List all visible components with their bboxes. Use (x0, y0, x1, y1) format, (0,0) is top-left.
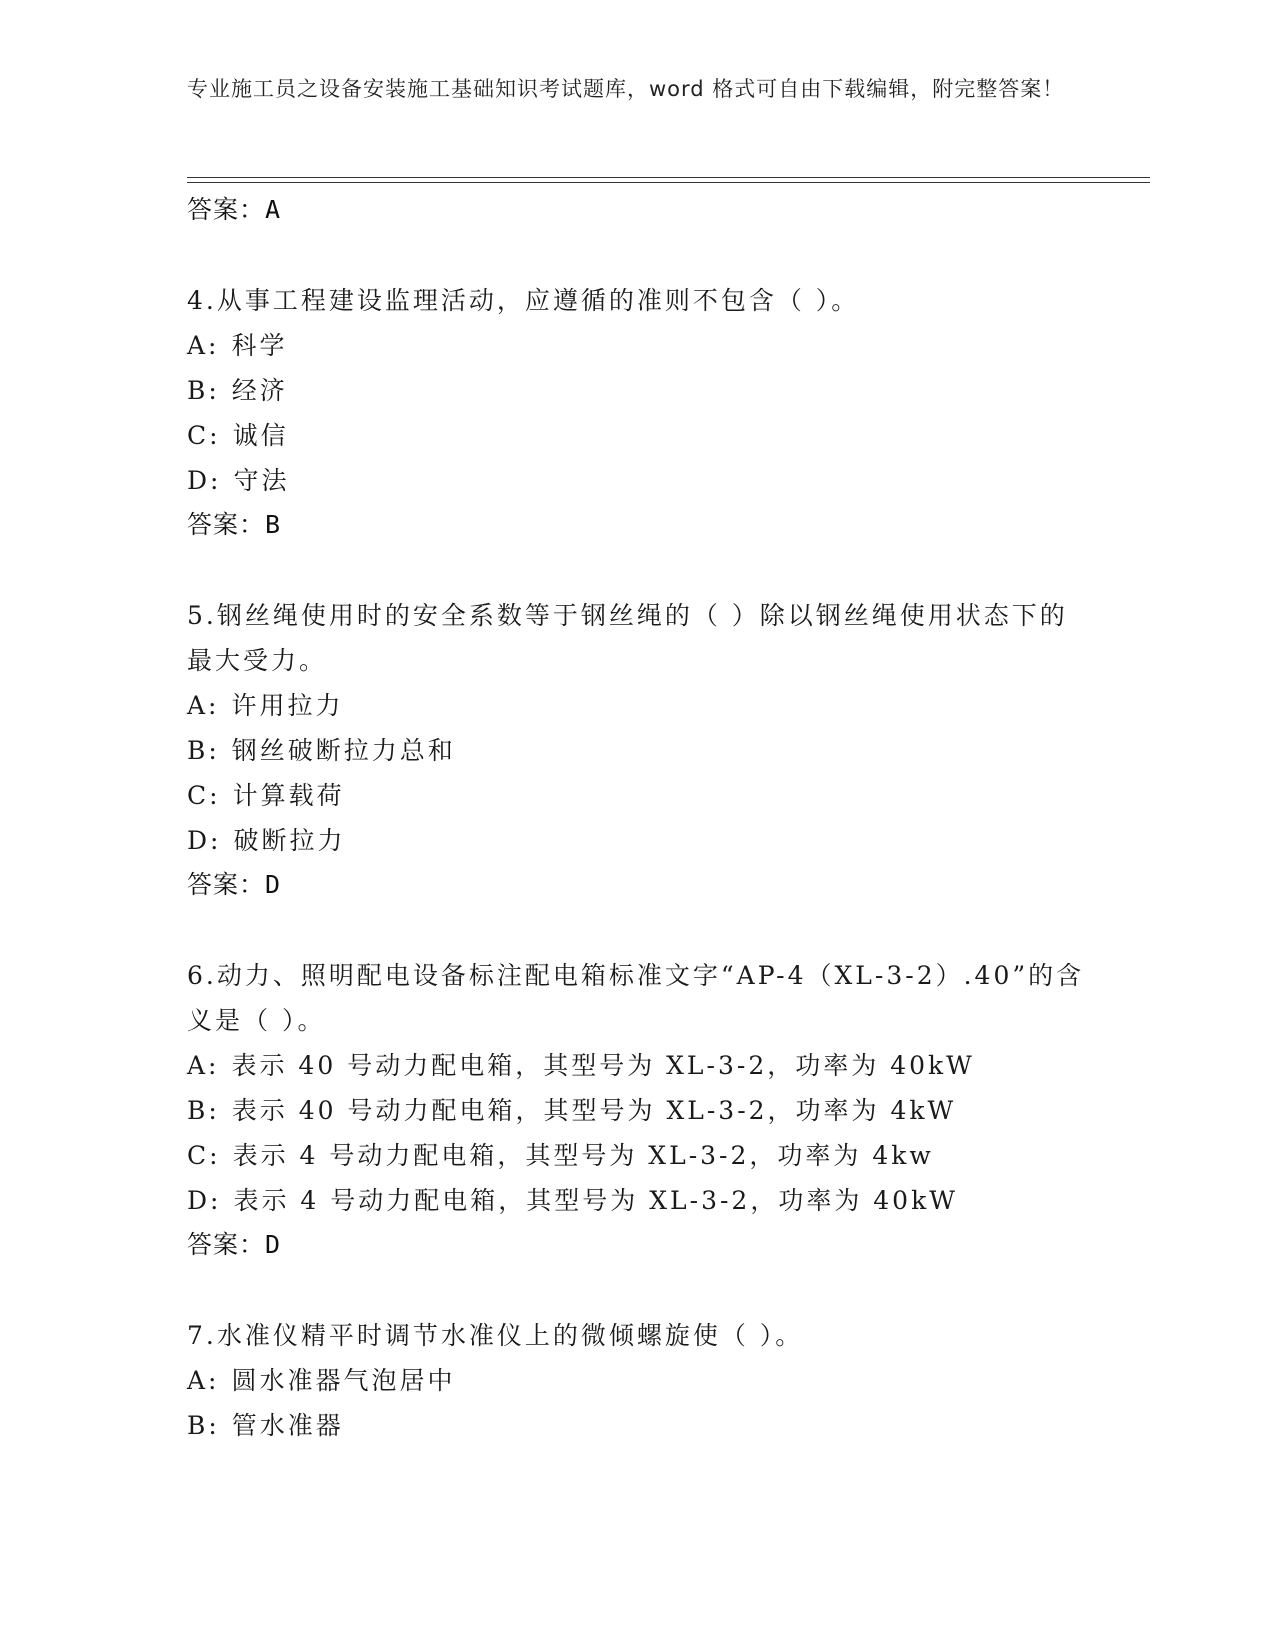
option-a (187, 1358, 1087, 1403)
option-text: 科学 (231, 331, 288, 360)
question-stem: 6.动力、照明配电设备标注配电箱标准文字“AP-4（XL-3-2）.40”的含义是（ ）。 (187, 961, 1085, 1035)
option-text: 管水准器 (231, 1411, 344, 1440)
option-key: A: (187, 331, 220, 360)
page-header: 专业施工员之设备安装施工基础知识考试题库，word 格式可自由下载编辑，附完整答案！ (187, 77, 1065, 101)
answer-label: 答案： (187, 1230, 266, 1259)
answer-line (187, 1223, 1087, 1267)
option-b (187, 1403, 1087, 1448)
answer-line (187, 188, 1087, 232)
question-5 (187, 593, 1087, 907)
question-stem: 4.从事工程建设监理活动，应遵循的准则不包含（ ）。 (187, 286, 860, 315)
question-7 (187, 1313, 1087, 1448)
option-text: 计算载荷 (232, 781, 345, 810)
option-key: A: (187, 691, 220, 720)
option-key: C: (187, 781, 221, 810)
answer-value: D (265, 870, 282, 899)
option-a (187, 683, 1087, 728)
header-rule-bottom (187, 182, 1150, 183)
document-body (187, 188, 1087, 1448)
option-c (187, 1133, 1087, 1178)
option-text: 破断拉力 (233, 826, 346, 855)
option-key: C: (187, 1141, 221, 1170)
option-text: 表示 40 号动力配电箱，其型号为 XL-3-2，功率为 40kW (231, 1051, 975, 1080)
question-stem: 7.水准仪精平时调节水准仪上的微倾螺旋使（ ）。 (187, 1321, 804, 1350)
answer-value: B (265, 510, 282, 539)
option-text: 圆水准器气泡居中 (231, 1366, 456, 1395)
option-key: B: (187, 376, 220, 405)
option-d (187, 458, 1087, 503)
option-key: B: (187, 1096, 220, 1125)
option-key: A: (187, 1051, 220, 1080)
option-key: C: (187, 421, 221, 450)
answer-line (187, 503, 1087, 547)
option-text: 表示 4 号动力配电箱，其型号为 XL-3-2，功率为 40kW (233, 1186, 958, 1215)
answer-label: 答案： (187, 870, 266, 899)
option-a (187, 323, 1087, 368)
option-c (187, 413, 1087, 458)
question-4 (187, 278, 1087, 547)
option-b (187, 1088, 1087, 1133)
option-key: D: (187, 466, 222, 495)
option-text: 许用拉力 (231, 691, 344, 720)
header-rule-top (187, 177, 1150, 178)
option-text: 经济 (231, 376, 288, 405)
answer-label: 答案： (187, 195, 266, 224)
question-6 (187, 953, 1087, 1267)
option-text: 钢丝破断拉力总和 (231, 736, 456, 765)
option-key: A: (187, 1366, 220, 1395)
option-a (187, 1043, 1087, 1088)
option-key: D: (187, 1186, 222, 1215)
option-d (187, 818, 1087, 863)
answer-value: A (265, 195, 282, 224)
option-d (187, 1178, 1087, 1223)
option-text: 表示 40 号动力配电箱，其型号为 XL-3-2，功率为 4kW (231, 1096, 957, 1125)
option-text: 诚信 (232, 421, 289, 450)
option-key: B: (187, 1411, 220, 1440)
option-c (187, 773, 1087, 818)
question-stem: 5.钢丝绳使用时的安全系数等于钢丝绳的（ ）除以钢丝绳使用状态下的最大受力。 (187, 601, 1068, 675)
option-b (187, 368, 1087, 413)
answer-label: 答案： (187, 510, 266, 539)
answer-line (187, 863, 1087, 907)
option-key: D: (187, 826, 222, 855)
answer-value: D (265, 1230, 282, 1259)
option-text: 表示 4 号动力配电箱，其型号为 XL-3-2，功率为 4kw (232, 1141, 934, 1170)
option-b (187, 728, 1087, 773)
option-text: 守法 (233, 466, 290, 495)
option-key: B: (187, 736, 220, 765)
